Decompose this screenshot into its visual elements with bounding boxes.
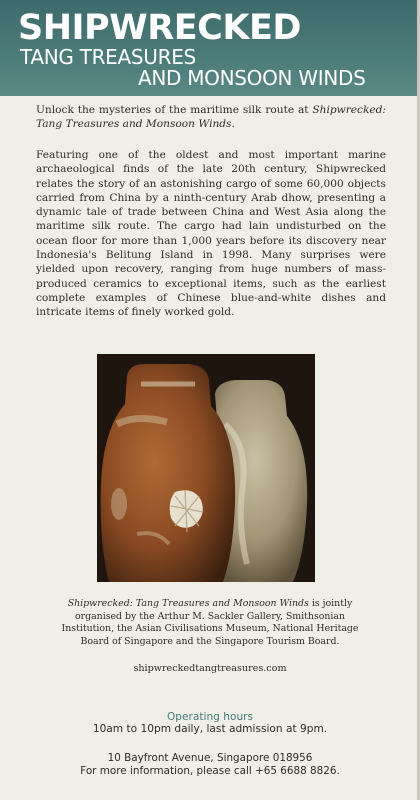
- intro-exhibition-title: Shipwrecked: Tang Treasures and Monsoon Winds.: [36, 104, 386, 131]
- artifact-photo: [97, 354, 315, 582]
- subtitle-line-2: AND MONSOON WINDS: [138, 66, 366, 90]
- body-paragraph: Featuring one of the oldest and most important marine archaeological finds of the late 20th century, Shipwrecked relates the story of an astonishing cargo of some 60,000 objects carried from China by a ninth-century Arab dhow, presenting a dynamic tale of trade between China and West Asia along the maritime silk route. The cargo had lain undisturbed on the ocean floor for more than 1,000 years before its discovery near Indonesia's Belitung Island in 1998. Many surprises were yielded upon recovery, ranging from huge numbers of mass-produced ceramics to exceptional items, such as the earliest complete examples of Chinese blue-and-white dishes and intricate items of finely worked gold.: [36, 149, 386, 319]
- contact-info-text: For more information, please call +65 6688 8826.: [80, 765, 340, 777]
- caption-text: is jointly organised by the Arthur M. Sackler Gallery, Smithsonian Institution, the Asian Civilisations Museum, National Heritage Board of Singapore and the Singapore Tourism Board.: [61, 598, 359, 647]
- website-link[interactable]: shipwreckedtangtreasures.com: [133, 663, 287, 674]
- operating-hours-heading: Operating hours: [166, 711, 254, 723]
- organiser-caption: [52, 598, 368, 648]
- header-banner: [0, 0, 420, 96]
- subtitle-line-1: TANG TREASURES: [20, 45, 196, 69]
- operating-hours-text: 10am to 10pm daily, last admission at 9pm.: [92, 723, 328, 735]
- caption-exhibition-title: Shipwrecked: Tang Treasures and Monsoon Winds: [67, 598, 309, 609]
- intro-paragraph: [36, 103, 386, 132]
- intro-text: Unlock the mysteries of the maritime silk route at: [36, 104, 309, 116]
- address-text: 10 Bayfront Avenue, Singapore 018956: [107, 752, 313, 764]
- page-title: SHIPWRECKED: [18, 8, 301, 48]
